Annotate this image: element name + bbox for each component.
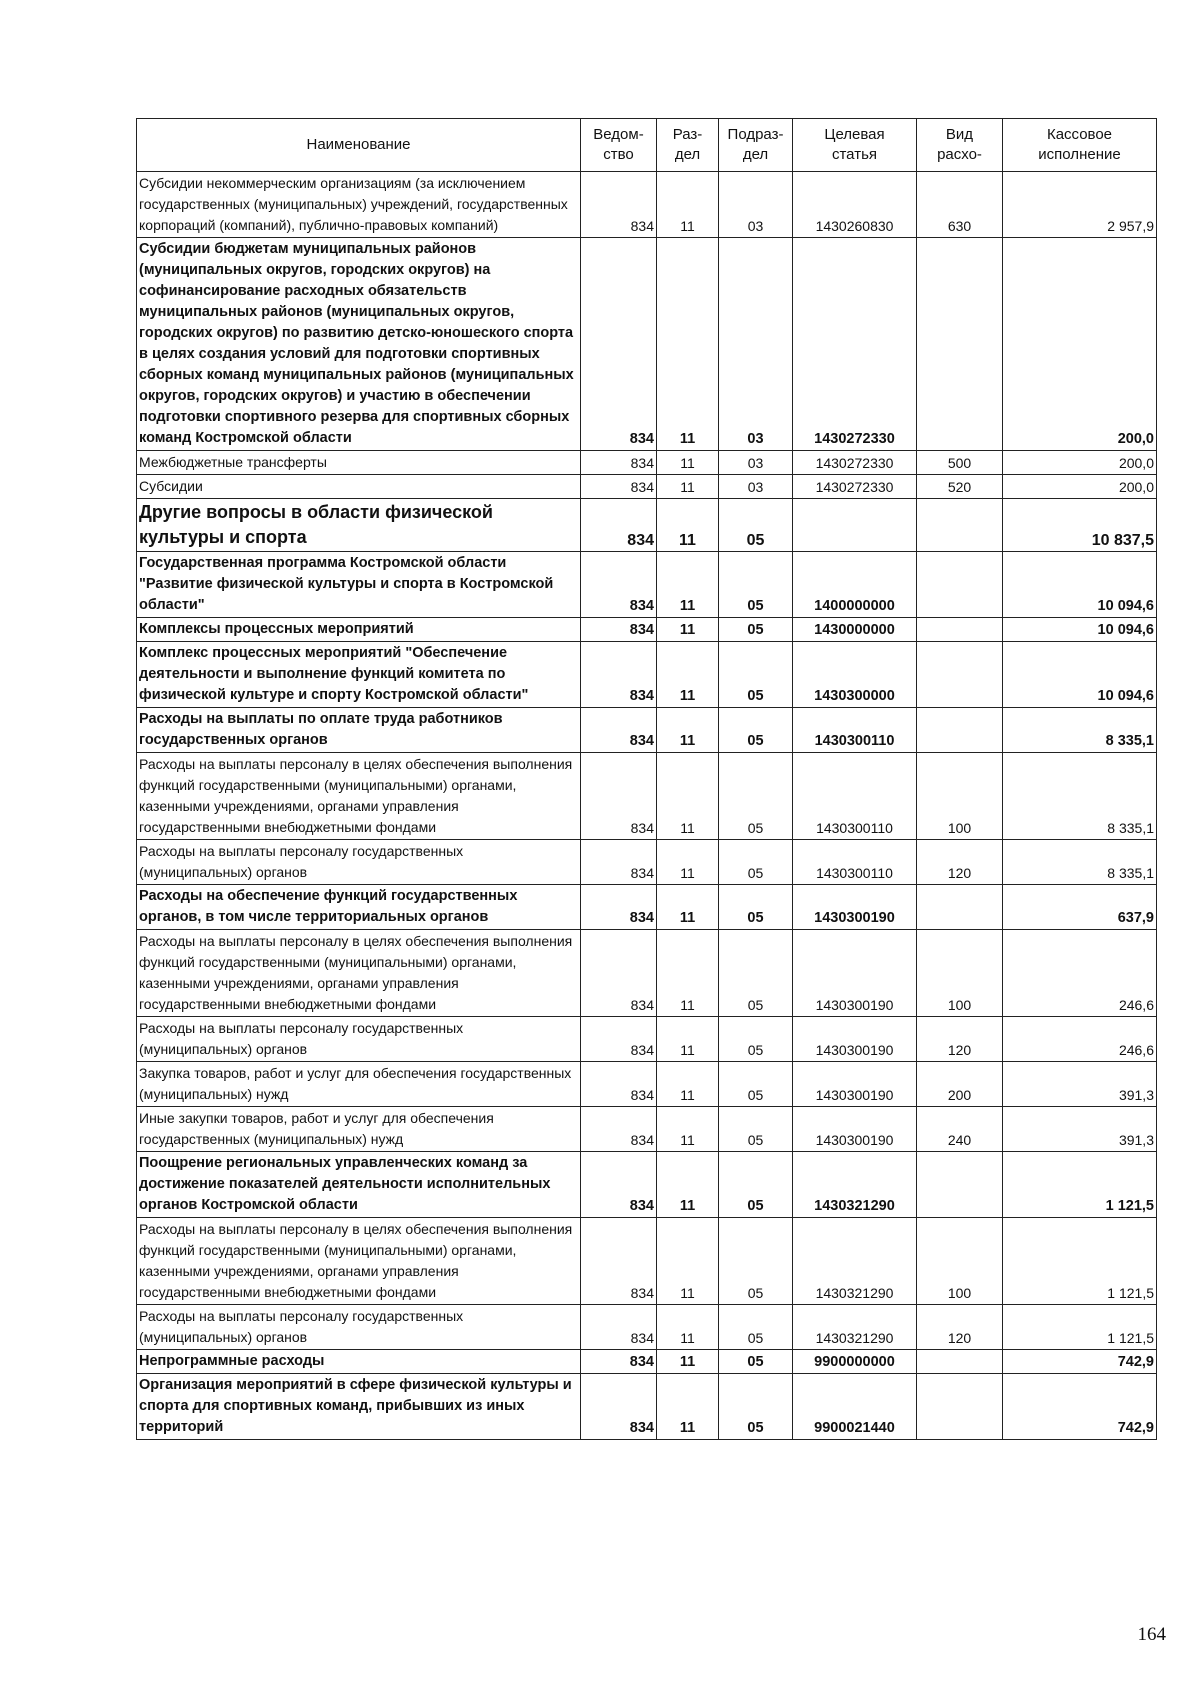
cell-dept: 834 xyxy=(581,1017,657,1062)
cell-target: 1430300110 xyxy=(793,840,917,885)
cell-dept: 834 xyxy=(581,238,657,451)
cell-section: 11 xyxy=(657,753,719,840)
cell-subsection: 05 xyxy=(719,753,793,840)
cell-name: Организация мероприятий в сфере физической культуры и спорта для спортивных команд, прибывших из иных территорий xyxy=(137,1374,581,1440)
table-row xyxy=(137,930,1157,1017)
cell-name: Расходы на выплаты персоналу в целях обеспечения выполнения функций государственными (муниципальными) органами, казенными учреждениями, органами управления государственными внебюджетными фондами xyxy=(137,753,581,840)
cell-section: 11 xyxy=(657,930,719,1017)
cell-amount: 10 094,6 xyxy=(1003,552,1157,618)
cell-dept: 834 xyxy=(581,1062,657,1107)
cell-subsection: 05 xyxy=(719,1152,793,1218)
cell-section: 11 xyxy=(657,172,719,238)
cell-amount: 200,0 xyxy=(1003,475,1157,499)
cell-name: Межбюджетные трансферты xyxy=(137,451,581,475)
cell-dept: 834 xyxy=(581,1374,657,1440)
table-row xyxy=(137,552,1157,618)
cell-name: Комплекс процессных мероприятий "Обеспечение деятельности и выполнение функций комитета по физической культуре и спорту Костромской области" xyxy=(137,642,581,708)
cell-kind xyxy=(917,1152,1003,1218)
cell-amount: 200,0 xyxy=(1003,451,1157,475)
cell-dept: 834 xyxy=(581,930,657,1017)
table-row xyxy=(137,451,1157,475)
cell-subsection: 05 xyxy=(719,1107,793,1152)
cell-target: 1430272330 xyxy=(793,451,917,475)
cell-section: 11 xyxy=(657,708,719,753)
cell-dept: 834 xyxy=(581,552,657,618)
cell-name: Комплексы процессных мероприятий xyxy=(137,618,581,642)
cell-subsection: 03 xyxy=(719,475,793,499)
cell-amount: 391,3 xyxy=(1003,1107,1157,1152)
cell-subsection: 05 xyxy=(719,1374,793,1440)
cell-amount: 1 121,5 xyxy=(1003,1305,1157,1350)
cell-subsection: 05 xyxy=(719,1017,793,1062)
header-dept: Ведом- ство xyxy=(581,119,657,172)
cell-target: 9900021440 xyxy=(793,1374,917,1440)
table-row xyxy=(137,1062,1157,1107)
cell-dept: 834 xyxy=(581,172,657,238)
cell-name: Субсидии xyxy=(137,475,581,499)
cell-target: 1430000000 xyxy=(793,618,917,642)
cell-amount: 742,9 xyxy=(1003,1374,1157,1440)
table-row xyxy=(137,618,1157,642)
cell-dept: 834 xyxy=(581,753,657,840)
cell-section: 11 xyxy=(657,1017,719,1062)
cell-subsection: 05 xyxy=(719,840,793,885)
cell-section: 11 xyxy=(657,552,719,618)
cell-section: 11 xyxy=(657,1350,719,1374)
cell-name: Непрограммные расходы xyxy=(137,1350,581,1374)
cell-section: 11 xyxy=(657,642,719,708)
cell-target: 1430300190 xyxy=(793,930,917,1017)
cell-target: 1400000000 xyxy=(793,552,917,618)
table-row xyxy=(137,753,1157,840)
cell-subsection: 05 xyxy=(719,1305,793,1350)
cell-section: 11 xyxy=(657,499,719,552)
cell-kind xyxy=(917,552,1003,618)
cell-dept: 834 xyxy=(581,618,657,642)
cell-dept: 834 xyxy=(581,1107,657,1152)
cell-name: Иные закупки товаров, работ и услуг для обеспечения государственных (муниципальных) нужд xyxy=(137,1107,581,1152)
table-row xyxy=(137,1350,1157,1374)
cell-subsection: 05 xyxy=(719,618,793,642)
cell-section: 11 xyxy=(657,885,719,930)
cell-subsection: 05 xyxy=(719,499,793,552)
cell-target: 1430300190 xyxy=(793,885,917,930)
cell-amount: 8 335,1 xyxy=(1003,753,1157,840)
cell-target: 1430300190 xyxy=(793,1017,917,1062)
cell-dept: 834 xyxy=(581,840,657,885)
cell-name: Расходы на выплаты персоналу государственных (муниципальных) органов xyxy=(137,1305,581,1350)
cell-target: 1430321290 xyxy=(793,1305,917,1350)
cell-subsection: 03 xyxy=(719,238,793,451)
cell-kind xyxy=(917,1350,1003,1374)
table-row xyxy=(137,1152,1157,1218)
cell-subsection: 05 xyxy=(719,642,793,708)
cell-kind xyxy=(917,499,1003,552)
cell-kind: 100 xyxy=(917,1218,1003,1305)
cell-dept: 834 xyxy=(581,1152,657,1218)
cell-section: 11 xyxy=(657,1218,719,1305)
table-row xyxy=(137,885,1157,930)
page-number: 164 xyxy=(1137,1624,1166,1645)
cell-name: Расходы на выплаты персоналу в целях обеспечения выполнения функций государственными (муниципальными) органами, казенными учреждениями, органами управления государственными внебюджетными фондами xyxy=(137,1218,581,1305)
table-row xyxy=(137,499,1157,552)
cell-target: 1430272330 xyxy=(793,238,917,451)
cell-amount: 8 335,1 xyxy=(1003,708,1157,753)
cell-amount: 2 957,9 xyxy=(1003,172,1157,238)
cell-kind: 500 xyxy=(917,451,1003,475)
cell-name: Расходы на обеспечение функций государственных органов, в том числе территориальных органов xyxy=(137,885,581,930)
cell-amount: 391,3 xyxy=(1003,1062,1157,1107)
cell-name: Другие вопросы в области физической культуры и спорта xyxy=(137,499,581,552)
cell-kind: 630 xyxy=(917,172,1003,238)
cell-kind: 120 xyxy=(917,1305,1003,1350)
cell-kind: 200 xyxy=(917,1062,1003,1107)
cell-dept: 834 xyxy=(581,1305,657,1350)
cell-name: Поощрение региональных управленческих команд за достижение показателей деятельности исполнительных органов Костромской области xyxy=(137,1152,581,1218)
cell-target: 1430321290 xyxy=(793,1218,917,1305)
cell-name: Субсидии некоммерческим организациям (за исключением государственных (муниципальных) учреждений, государственных корпораций (компаний), публично-правовых компаний) xyxy=(137,172,581,238)
header-target: Целевая статья xyxy=(793,119,917,172)
table-body xyxy=(137,172,1157,1440)
table-row xyxy=(137,708,1157,753)
table-row xyxy=(137,1374,1157,1440)
cell-name: Субсидии бюджетам муниципальных районов (муниципальных округов, городских округов) на софинансирование расходных обязательств муниципальных районов (муниципальных округов, городских округов) по развитию детско-юношеского спорта в целях создания условий для подготовки спортивных сборных команд муниципальных районов (муниципальных округов, городских округов) и участию в обеспечении подготовки спортивного резерва для спортивных сборных команд Костромской области xyxy=(137,238,581,451)
cell-target: 1430300110 xyxy=(793,753,917,840)
cell-kind xyxy=(917,708,1003,753)
table-row xyxy=(137,1017,1157,1062)
cell-amount: 10 094,6 xyxy=(1003,618,1157,642)
cell-subsection: 05 xyxy=(719,930,793,1017)
table-row xyxy=(137,1305,1157,1350)
cell-subsection: 05 xyxy=(719,1350,793,1374)
table-row xyxy=(137,238,1157,451)
cell-target: 1430272330 xyxy=(793,475,917,499)
cell-amount: 1 121,5 xyxy=(1003,1218,1157,1305)
cell-name: Расходы на выплаты персоналу государственных (муниципальных) органов xyxy=(137,1017,581,1062)
cell-target: 1430321290 xyxy=(793,1152,917,1218)
cell-subsection: 05 xyxy=(719,552,793,618)
table-row xyxy=(137,840,1157,885)
cell-section: 11 xyxy=(657,451,719,475)
header-name: Наименование xyxy=(137,119,581,172)
cell-dept: 834 xyxy=(581,475,657,499)
cell-target: 1430300190 xyxy=(793,1062,917,1107)
cell-kind: 100 xyxy=(917,753,1003,840)
cell-kind: 240 xyxy=(917,1107,1003,1152)
cell-dept: 834 xyxy=(581,642,657,708)
cell-amount: 637,9 xyxy=(1003,885,1157,930)
cell-kind: 120 xyxy=(917,840,1003,885)
cell-dept: 834 xyxy=(581,885,657,930)
cell-section: 11 xyxy=(657,238,719,451)
cell-amount: 246,6 xyxy=(1003,1017,1157,1062)
cell-section: 11 xyxy=(657,1305,719,1350)
cell-kind xyxy=(917,618,1003,642)
cell-target xyxy=(793,499,917,552)
cell-kind xyxy=(917,1374,1003,1440)
cell-target: 1430300110 xyxy=(793,708,917,753)
cell-kind xyxy=(917,885,1003,930)
cell-subsection: 03 xyxy=(719,451,793,475)
cell-section: 11 xyxy=(657,1374,719,1440)
cell-section: 11 xyxy=(657,1062,719,1107)
cell-section: 11 xyxy=(657,840,719,885)
cell-name: Расходы на выплаты персоналу государственных (муниципальных) органов xyxy=(137,840,581,885)
cell-name: Расходы на выплаты по оплате труда работников государственных органов xyxy=(137,708,581,753)
budget-table xyxy=(136,118,1157,1440)
cell-dept: 834 xyxy=(581,1218,657,1305)
cell-subsection: 05 xyxy=(719,1062,793,1107)
cell-subsection: 05 xyxy=(719,885,793,930)
cell-target: 1430300000 xyxy=(793,642,917,708)
cell-dept: 834 xyxy=(581,1350,657,1374)
table-row xyxy=(137,172,1157,238)
cell-dept: 834 xyxy=(581,499,657,552)
table-row xyxy=(137,1107,1157,1152)
cell-amount: 10 837,5 xyxy=(1003,499,1157,552)
cell-dept: 834 xyxy=(581,451,657,475)
table-header xyxy=(137,119,1157,172)
cell-dept: 834 xyxy=(581,708,657,753)
cell-amount: 10 094,6 xyxy=(1003,642,1157,708)
cell-kind: 100 xyxy=(917,930,1003,1017)
cell-amount: 742,9 xyxy=(1003,1350,1157,1374)
cell-section: 11 xyxy=(657,618,719,642)
cell-subsection: 05 xyxy=(719,708,793,753)
header-section: Раз- дел xyxy=(657,119,719,172)
cell-name: Закупка товаров, работ и услуг для обеспечения государственных (муниципальных) нужд xyxy=(137,1062,581,1107)
cell-amount: 1 121,5 xyxy=(1003,1152,1157,1218)
cell-kind xyxy=(917,642,1003,708)
cell-amount: 8 335,1 xyxy=(1003,840,1157,885)
cell-amount: 200,0 xyxy=(1003,238,1157,451)
cell-section: 11 xyxy=(657,1152,719,1218)
header-amount: Кассовое исполнение xyxy=(1003,119,1157,172)
table-row xyxy=(137,642,1157,708)
cell-section: 11 xyxy=(657,1107,719,1152)
cell-amount: 246,6 xyxy=(1003,930,1157,1017)
cell-name: Государственная программа Костромской области "Развитие физической культуры и спорта в Костромской области" xyxy=(137,552,581,618)
table-row xyxy=(137,1218,1157,1305)
header-subsection: Подраз- дел xyxy=(719,119,793,172)
cell-kind: 120 xyxy=(917,1017,1003,1062)
cell-section: 11 xyxy=(657,475,719,499)
table-row xyxy=(137,475,1157,499)
cell-subsection: 03 xyxy=(719,172,793,238)
cell-target: 1430300190 xyxy=(793,1107,917,1152)
cell-target: 1430260830 xyxy=(793,172,917,238)
cell-name: Расходы на выплаты персоналу в целях обеспечения выполнения функций государственными (муниципальными) органами, казенными учреждениями, органами управления государственными внебюджетными фондами xyxy=(137,930,581,1017)
cell-subsection: 05 xyxy=(719,1218,793,1305)
header-kind: Вид расхо- xyxy=(917,119,1003,172)
cell-kind: 520 xyxy=(917,475,1003,499)
cell-kind xyxy=(917,238,1003,451)
cell-target: 9900000000 xyxy=(793,1350,917,1374)
